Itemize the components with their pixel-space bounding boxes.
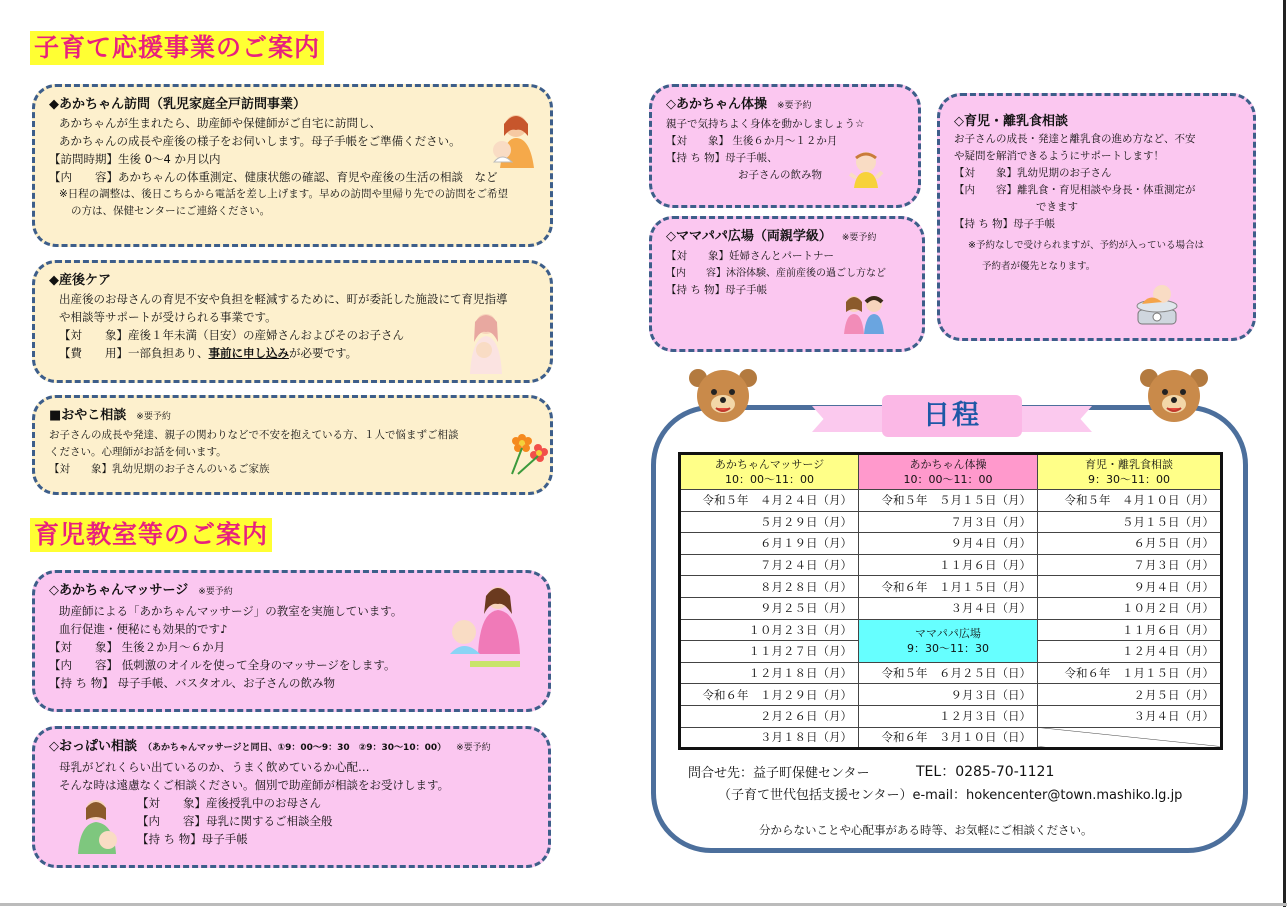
- schedule-date-cell: ３月１８日（月）: [680, 727, 859, 749]
- baby-visit-line1: あかちゃんが生まれたら、助産師や保健師がご自宅に訪問し、: [59, 116, 381, 130]
- schedule-row: [680, 619, 1222, 641]
- mamapapa-bring: 【持 ち 物】母子手帳: [666, 284, 768, 296]
- column-time: 10：00～11：00: [903, 473, 993, 486]
- schedule-date-cell: ２月５日（月）: [1038, 684, 1222, 706]
- schedule-date-cell: ３月４日（月）: [859, 597, 1038, 619]
- reservation-required: ※要予約: [777, 101, 812, 111]
- page-edge-bottom: [0, 903, 1287, 906]
- parenting-consult-line2: ください。心理師がお話を伺います。: [49, 446, 227, 458]
- schedule-date-cell: 令和５年 ６月２５日（日）: [859, 662, 1038, 684]
- baby-visit-box: [32, 84, 553, 247]
- schedule-date-cell: 令和５年 ４月２４日（月）: [680, 490, 859, 512]
- parenting-consult-title: [49, 406, 536, 427]
- schedule-body: [680, 490, 1222, 749]
- schedule-date-cell: ３月４日（月）: [1038, 705, 1222, 727]
- reservation-required: ※要予約: [198, 587, 233, 597]
- reservation-required: ※要予約: [841, 233, 877, 243]
- contact-tel: TEL：0285-70-1121: [916, 764, 1055, 780]
- parenting-consult-box: [32, 395, 553, 495]
- breast-line1: 母乳がどれくらい出ているのか、うまく飲めているか心配…: [59, 760, 370, 774]
- baby-visit-note2: の方は、保健センターにご連絡ください。: [71, 205, 271, 217]
- column-time: 9：30～11：00: [1088, 473, 1170, 486]
- weaning-bring: 【持 ち 物】母子手帳: [954, 218, 1056, 230]
- weaning-note1: ※予約なしで受けられますが、予約が入っている場合は: [968, 240, 1204, 251]
- schedule-row: [680, 490, 1222, 512]
- mamapapa-title: [666, 227, 908, 248]
- breast-bring: 【持 ち 物】母子手帳: [137, 832, 248, 846]
- nursing-mother-illustration: [74, 796, 130, 856]
- empty-cell: [1038, 727, 1222, 749]
- schedule-date-cell: １１月２７日（月）: [680, 641, 859, 663]
- schedule-row: [680, 511, 1222, 533]
- reservation-required: ※要予約: [456, 743, 491, 753]
- breast-consult-title: [49, 737, 534, 758]
- column-name: ママパパ広場: [915, 626, 981, 640]
- mamapapa-title-text: ◇ママパパ広場（両親学級）: [666, 229, 832, 244]
- schedule-date-cell: ９月４日（月）: [1038, 576, 1222, 598]
- postnatal-title: ◆産後ケア: [49, 273, 111, 288]
- massage-target: 【対 象】 生後２か月～６か月: [49, 640, 226, 654]
- schedule-row: [680, 662, 1222, 684]
- schedule-date-cell: １０月２日（月）: [1038, 597, 1222, 619]
- baby-visit-content: 【内 容】あかちゃんの体重測定、健康状態の確認、育児や産後の生活の相談 など: [49, 170, 498, 184]
- massage-bring: 【持 ち 物】 母子手帳、バスタオル、お子さんの飲み物: [49, 676, 336, 690]
- schedule-title: 日程: [923, 400, 981, 431]
- contact-email: （子育て世代包括支援センター）e-mail：hokencenter@town.mashiko.lg.jp: [718, 788, 1183, 803]
- baby-on-scale-illustration: [1132, 282, 1182, 328]
- exercise-target: 【対 象】 生後６か月～１２か月: [666, 135, 838, 147]
- postnatal-target: 【対 象】産後１年未満（目安）の産婦さんおよびそのお子さん: [59, 328, 404, 342]
- page-edge: [1283, 0, 1286, 907]
- parenting-consult-target: 【対 象】乳幼児期のお子さんのいるご家族: [49, 463, 270, 475]
- postnatal-line2: や相談等サポートが受けられる事業です。: [59, 310, 277, 324]
- couple-illustration: [842, 292, 886, 336]
- column-name: 育児・離乳食相談: [1085, 458, 1173, 471]
- flowers-icon: [500, 428, 550, 478]
- column-name: あかちゃん体操: [909, 458, 987, 471]
- reservation-required: ※要予約: [136, 412, 171, 422]
- baby-visit-line2: あかちゃんの成長や産後の様子をお伺いします。母子手帳をご準備ください。: [59, 134, 461, 148]
- baby-visit-title: ◆あかちゃん訪問（乳児家庭全戸訪問事業）: [49, 97, 306, 112]
- weaning-note2: 予約者が優先となります。: [982, 261, 1096, 272]
- schedule-date-cell: ９月２５日（月）: [680, 597, 859, 619]
- massage-content: 【内 容】 低刺激のオイルを使って全身のマッサージをします。: [49, 658, 396, 672]
- schedule-date-cell: ２月２６日（月）: [680, 705, 859, 727]
- baby-massage-illustration: [440, 584, 530, 668]
- postnatal-fee-prefix: 【費 用】一部負担あり、: [59, 346, 209, 360]
- breast-target: 【対 象】産後授乳中のお母さん: [137, 796, 321, 810]
- exercise-line1: 親子で気持ちよく身体を動かしましょう☆: [666, 118, 865, 130]
- postnatal-fee-suffix: が必要です。: [289, 346, 358, 360]
- schedule-date-cell: 令和６年 １月２９日（月）: [680, 684, 859, 706]
- schedule-date-cell: ６月５日（月）: [1038, 533, 1222, 555]
- schedule-date-cell: ７月３日（月）: [859, 511, 1038, 533]
- schedule-date-cell: ７月２４日（月）: [680, 554, 859, 576]
- schedule-date-cell: １０月２３日（月）: [680, 619, 859, 641]
- postnatal-fee-emphasis: 事前に申し込み: [208, 346, 289, 360]
- mother-baby-illustration: [486, 112, 542, 170]
- exercise-title-text: ◇あかちゃん体操: [666, 97, 767, 112]
- schedule-date-cell: １２月４日（月）: [1038, 641, 1222, 663]
- schedule-date-cell: 令和５年 ５月１５日（月）: [859, 490, 1038, 512]
- contact-label: 問合せ先：益子町保健センター: [688, 766, 870, 781]
- schedule-date-cell: ８月２８日（月）: [680, 576, 859, 598]
- contact-note: 分からないことや心配事がある時等、お気軽にご相談ください。: [759, 823, 1093, 837]
- schedule-row: [680, 554, 1222, 576]
- weaning-target: 【対 象】乳幼児期のお子さん: [954, 167, 1112, 179]
- schedule-date-cell: ６月１９日（月）: [680, 533, 859, 555]
- schedule-row: [680, 727, 1222, 749]
- exercise-column-header: [859, 454, 1038, 490]
- weaning-title: ◇育児・離乳食相談: [954, 114, 1068, 129]
- column-name: あかちゃんマッサージ: [714, 458, 825, 471]
- breast-line2: そんな時は遠慮なくご相談ください。個別で助産師が相談をお受けします。: [59, 778, 450, 792]
- schedule-date-cell: ９月３日（日）: [859, 684, 1038, 706]
- parenting-consult-line1: お子さんの成長や発達、親子の関わりなどで不安を抱えている方、１人で悩まずご相談: [49, 429, 459, 441]
- weaning-line1: お子さんの成長・発達と離乳食の進め方など、不安: [954, 133, 1196, 145]
- bear-right-icon: [1137, 366, 1211, 430]
- breast-consult-title-text: ◇おっぱい相談: [49, 739, 137, 754]
- schedule-date-cell: １２月１８日（月）: [680, 662, 859, 684]
- exercise-bring1: 【持 ち 物】母子手帳、: [666, 152, 778, 164]
- massage-column-header: [680, 454, 859, 490]
- schedule-row: [680, 533, 1222, 555]
- schedule-date-cell: 令和６年 １月１５日（月）: [1038, 662, 1222, 684]
- weaning-content2: できます: [1036, 201, 1078, 213]
- schedule-date-cell: ５月２９日（月）: [680, 511, 859, 533]
- ribbon-tail-left: [812, 406, 884, 432]
- baby-visit-period: 【訪問時期】生後 0～4 か月以内: [49, 152, 221, 166]
- postnatal-line1: 出産後のお母さんの育児不安や負担を軽減するために、町が委託した施設にて育児指導: [59, 292, 508, 306]
- bear-left-icon: [686, 366, 760, 430]
- baby-visit-note1: ※日程の調整は、後日こちらから電話を差し上げます。早めの訪問や里帰り先での訪問をご希望: [59, 188, 508, 200]
- massage-line2: 血行促進・便秘にも効果的です♪: [59, 622, 228, 636]
- breast-content: 【内 容】母乳に関するご相談全般: [137, 814, 333, 828]
- section-title-classes: 育児教室等のご案内: [30, 518, 272, 552]
- schedule-row: [680, 597, 1222, 619]
- parenting-consult-title-text: ■おやこ相談: [49, 408, 127, 423]
- schedule-row: [680, 705, 1222, 727]
- mamapapa-column-header: [859, 619, 1038, 662]
- schedule-date-cell: １１月６日（月）: [1038, 619, 1222, 641]
- weaning-line2: や疑問を解消できるようにサポートします！: [954, 150, 1164, 162]
- breast-consult-times: （あかちゃんマッサージと同日、①9：00～9：30 ②9：30～10：00）: [143, 743, 447, 753]
- massage-line1: 助産師による「あかちゃんマッサージ」の教室を実施しています。: [59, 604, 403, 618]
- schedule-date-cell: ９月４日（月）: [859, 533, 1038, 555]
- schedule-date-cell: ５月１５日（月）: [1038, 511, 1222, 533]
- weaning-box: [937, 93, 1256, 341]
- schedule-date-cell: 令和５年 ４月１０日（月）: [1038, 490, 1222, 512]
- schedule-header-row: [680, 454, 1222, 490]
- schedule-row: [680, 576, 1222, 598]
- schedule-date-cell: 令和６年 １月１５日（月）: [859, 576, 1038, 598]
- mamapapa-target: 【対 象】妊婦さんとパートナー: [666, 250, 834, 262]
- schedule-date-cell: １１月６日（月）: [859, 554, 1038, 576]
- weaning-content1: 【内 容】離乳食・育児相談や身長・体重測定が: [954, 184, 1196, 196]
- toddler-illustration: [846, 150, 888, 196]
- schedule-date-cell: １２月３日（日）: [859, 705, 1038, 727]
- column-time: 10：00～11：00: [725, 473, 814, 486]
- column-time: 9：30～11：30: [907, 641, 989, 655]
- mother-holding-baby-illustration: [462, 312, 508, 374]
- ribbon-tail-right: [1020, 406, 1092, 432]
- schedule-table: [678, 452, 1223, 750]
- schedule-row: [680, 684, 1222, 706]
- massage-title-text: ◇あかちゃんマッサージ: [49, 583, 189, 598]
- schedule-ribbon: [812, 392, 1092, 442]
- exercise-title: [666, 95, 904, 116]
- schedule-date-cell: 令和６年 ３月１０日（日）: [859, 727, 1038, 749]
- schedule-date-cell: ７月３日（月）: [1038, 554, 1222, 576]
- mamapapa-content: 【内 容】沐浴体験、産前産後の過ごし方など: [666, 268, 886, 279]
- weaning-column-header: [1038, 454, 1222, 490]
- section-title-support: 子育て応援事業のご案内: [30, 31, 324, 65]
- exercise-bring2: お子さんの飲み物: [738, 169, 822, 181]
